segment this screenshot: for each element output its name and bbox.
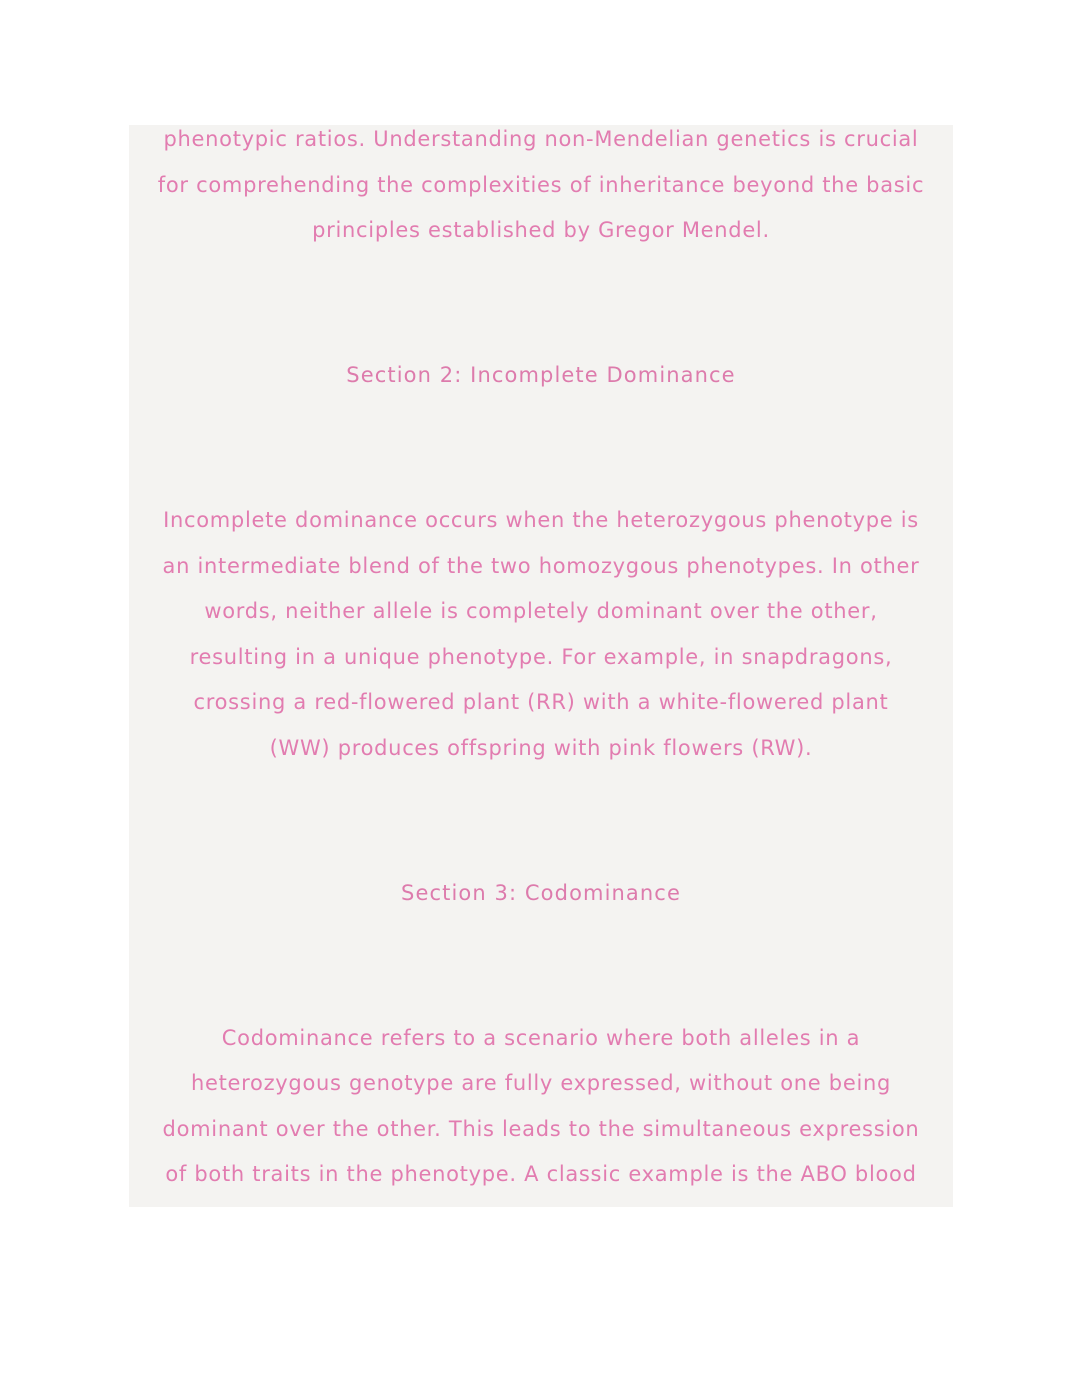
text-line: phenotypic ratios. Understanding non-Mendelian genetics is crucial <box>163 127 919 151</box>
paragraph-non-mendelian-intro <box>129 117 953 254</box>
section-2-heading: Section 2: Incomplete Dominance <box>346 363 736 387</box>
text-line: an intermediate blend of the two homozygous phenotypes. In other <box>162 553 920 578</box>
paragraph-codominance <box>129 1016 953 1198</box>
paragraph-incomplete-dominance <box>129 498 953 771</box>
text-line: crossing a red-flowered plant (RR) with a white-flowered plant <box>193 690 889 714</box>
text-line: for comprehending the complexities of inheritance beyond the basic <box>157 172 925 197</box>
text-line: of both traits in the phenotype. A classic example is the ABO blood <box>165 1162 917 1186</box>
text-line: Incomplete dominance occurs when the heterozygous phenotype is <box>163 508 919 532</box>
text-line: words, neither allele is completely dominant over the other, <box>204 599 878 623</box>
text-line: (WW) produces offspring with pink flowers (RW). <box>269 735 813 760</box>
text-line: resulting in a unique phenotype. For example, in snapdragons, <box>189 644 893 669</box>
section-3-heading: Section 3: Codominance <box>401 880 681 905</box>
text-stack <box>129 117 953 1198</box>
text-line: principles established by Gregor Mendel. <box>312 218 770 242</box>
text-line: dominant over the other. This leads to the simultaneous expression <box>162 1116 920 1141</box>
text-line: heterozygous genotype are fully expressed, without one being <box>190 1071 892 1095</box>
text-line: Codominance refers to a scenario where both alleles in a <box>221 1025 861 1050</box>
page-content-area <box>129 125 953 1207</box>
